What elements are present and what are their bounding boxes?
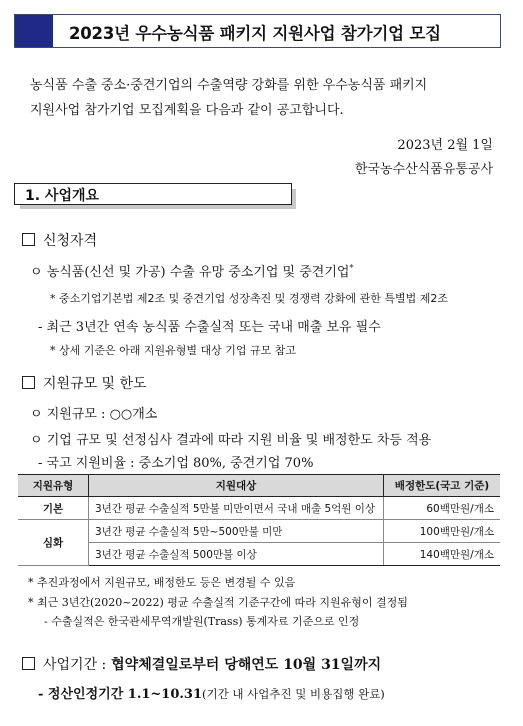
section-header-box (14, 183, 292, 205)
intro-line-2: 지원사업 참가기업 모집계획을 다음과 같이 공고합니다. (30, 103, 344, 118)
period-text-2: 까지 (354, 657, 382, 673)
title-accent-block (15, 15, 53, 47)
table-cell-target: 3년간 평균 수출실적 5만불 미만이면서 국내 매출 5억원 이상 (89, 497, 384, 520)
intro-line-1: 농식품 수출 중소·중견기업의 수출역량 강화를 위한 우수농식품 패키지 (30, 78, 428, 93)
section-header (14, 183, 296, 209)
period-sub-note: (기간 내 사업추진 및 비용집행 완료) (202, 687, 385, 701)
period-label: 사업기간 : (43, 657, 107, 673)
period-deadline: 10월 31일 (283, 657, 355, 673)
table-cell-limit: 100백만원/개소 (384, 520, 501, 543)
eligibility-bullet-1-text: ㅇ 농식품(신선 및 가공) 수출 유망 중소기업 및 중견기업 (30, 265, 350, 280)
table-cell-type: 심화 (18, 520, 89, 566)
table-cell-type: 기본 (18, 497, 89, 520)
table-cell-target: 3년간 평균 수출실적 5만~500만불 미만 (89, 520, 384, 543)
table-row (18, 520, 500, 543)
table-cell-limit: 60백만원/개소 (384, 497, 501, 520)
table-note-2: * 최근 3년간(2020~2022) 평균 수출실적 기준구간에 따라 지원유형이 결정됨 (28, 596, 408, 609)
scale-bullet-1: ㅇ 지원규모 : ○○개소 (30, 407, 158, 422)
table-row (18, 543, 500, 566)
square-bullet-icon (22, 233, 35, 246)
table-note-3: - 수출실적은 한국관세무역개발원(Trass) 통계자료 기준으로 인정 (44, 615, 360, 628)
period-sub (38, 683, 385, 702)
scale-heading-text: 지원규모 및 한도 (43, 376, 147, 392)
scale-heading (22, 373, 147, 393)
eligibility-note-2: * 상세 기준은 아래 지원유형별 대상 기업 규모 참고 (50, 344, 296, 357)
period-text-1: 협약체결일로부터 당해연도 (106, 657, 284, 673)
scale-sub-1: - 국고 지원비율 : 중소기업 80%, 중견기업 70% (38, 456, 314, 471)
table-header-type: 지원유형 (18, 475, 89, 497)
notice-date: 2023년 2월 1일 (397, 138, 493, 153)
page-title: 2023년 우수농식품 패키지 지원사업 참가기업 모집 (69, 24, 441, 43)
eligibility-heading-text: 신청자격 (43, 233, 98, 249)
title-bar (14, 14, 501, 48)
scale-bullet-2: ㅇ 기업 규모 및 선정심사 결과에 따라 지원 비율 및 배정한도 차등 적용 (30, 433, 432, 448)
support-type-table (18, 474, 500, 566)
table-note-1: * 추진과정에서 지원규모, 배정한도 등은 변경될 수 있음 (28, 576, 296, 589)
table-cell-limit: 140백만원/개소 (384, 543, 501, 566)
eligibility-bullet-1 (30, 261, 353, 280)
table-cell-target: 3년간 평균 수출실적 500만불 이상 (89, 543, 384, 566)
table-header-row (18, 475, 500, 497)
period-heading (22, 654, 381, 674)
table-header-target: 지원대상 (89, 475, 384, 497)
period-sub-range: 1.1~10.31 (127, 687, 203, 702)
table-header-limit: 배정한도(국고 기준) (384, 475, 501, 497)
section-title: 1. 사업개요 (25, 188, 100, 204)
table-row (18, 497, 500, 520)
footnote-mark: * (349, 263, 354, 273)
square-bullet-icon (22, 376, 35, 389)
eligibility-sub-1: - 최근 3년간 연속 농식품 수출실적 또는 국내 매출 보유 필수 (38, 320, 381, 335)
organization-name: 한국농수산식품유통공사 (354, 162, 493, 177)
eligibility-note-1: * 중소기업기본법 제2조 및 중견기업 성장촉진 및 경쟁력 강화에 관한 특별법 제2조 (50, 292, 448, 305)
eligibility-heading (22, 230, 97, 250)
period-sub-label: - 정산인정기간 (38, 687, 128, 702)
square-bullet-icon (22, 657, 35, 670)
